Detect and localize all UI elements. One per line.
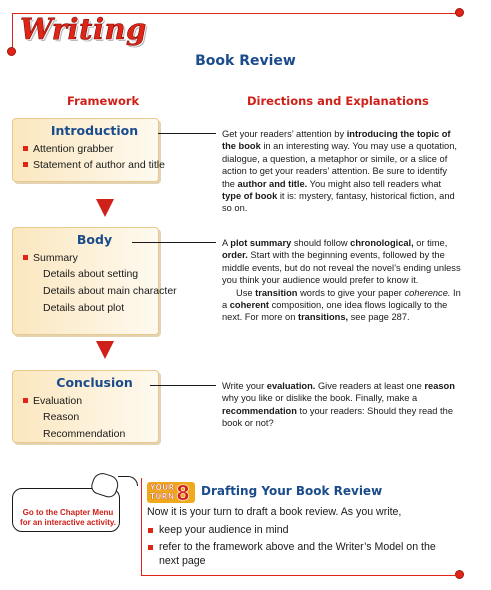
framework-title: Introduction: [50, 123, 139, 138]
bullet-square-icon: [23, 162, 28, 167]
framework-box-body: [12, 227, 177, 335]
framework-title: Conclusion: [56, 375, 133, 390]
framework-subitem: Details about plot: [43, 302, 125, 314]
bullet-square-icon: [23, 398, 28, 403]
bullet-square-icon: [148, 545, 153, 550]
bullet-square-icon: [23, 146, 28, 151]
framework-title: Body: [76, 232, 113, 247]
corner-dot-icon: [455, 8, 464, 17]
framework-box-introduction: [12, 118, 165, 182]
leader-line: [132, 242, 216, 243]
chapter-menu-text[interactable]: Go to the Chapter Menu for an interactive activity.: [20, 508, 116, 527]
down-arrow-icon: [96, 199, 114, 217]
page-title: Book Review: [195, 53, 296, 69]
section-title: Writing: [20, 12, 147, 46]
your-turn-body: [147, 505, 457, 571]
your-turn-word: TURN: [150, 492, 175, 501]
leader-line: [158, 133, 216, 134]
framework-subitem: Reason: [43, 411, 80, 423]
down-arrow-icon: [96, 341, 114, 359]
your-turn-word: YOUR: [150, 483, 175, 492]
framework-item: Statement of author and title: [23, 157, 152, 173]
framework-heading: Framework: [67, 94, 140, 108]
framework-subitem: Details about setting: [43, 268, 139, 280]
directions-introduction: Get your readers’ attention by introducing the topic of the book in an interesting way. You may use a quotation, dialogue, a question, a metaphor or simile, or a slice of action to get your readers’ attention. Be sure to identify the author and title. You might also tell readers what type of book it is: mystery, fantasy, historical fiction, and so on.: [222, 129, 457, 214]
framework-item: Summary: [23, 250, 152, 266]
bottom-rule-vertical: [141, 478, 142, 575]
framework-box-conclusion: [12, 370, 159, 443]
directions-heading: Directions and Explanations: [247, 94, 429, 108]
directions-body: A plot summary should follow chronological, or time, order. Start with the beginning events, followed by the middle events, but do not reveal the novel’s ending unless you think your audience would prefer to know it. Use transition words to give your paper coherence. In a coherent composition, one idea flows logically to the next. For more on transitions, see page 287.: [222, 238, 461, 323]
leader-line: [150, 385, 216, 386]
list-item: refer to the framework above and the Writer’s Model on the next page: [147, 540, 457, 568]
your-turn-number: 8: [176, 481, 190, 505]
bottom-rule-horizontal: [141, 575, 457, 576]
your-turn-intro: Now it is your turn to draft a book review. As you write,: [147, 506, 402, 518]
framework-subitem: Details about main character: [43, 285, 177, 297]
bullet-square-icon: [23, 255, 28, 260]
framework-item: Evaluation: [23, 393, 152, 409]
directions-conclusion: Write your evaluation. Give readers at least one reason why you like or dislike the book. Finally, make a recommendation to your readers: Should they read the book or not?: [222, 381, 455, 429]
bullet-square-icon: [148, 528, 153, 533]
framework-subitem: Recommendation: [43, 428, 126, 440]
framework-item: Attention grabber: [23, 141, 152, 157]
mouse-cord: [118, 476, 138, 486]
list-item: keep your audience in mind: [147, 523, 457, 537]
your-turn-title: Drafting Your Book Review: [201, 484, 383, 498]
